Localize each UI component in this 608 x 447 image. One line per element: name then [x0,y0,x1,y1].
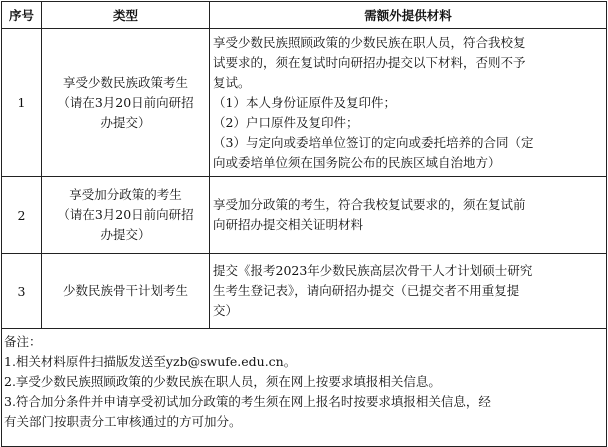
header-type: 类型 [42,2,210,29]
type-line: 享受少数民族政策考生 [62,74,188,90]
material-line: 向或委培单位须在国务院公布的民族区域自治地方） [213,154,501,170]
type-line: （请在3月20日前向研招 [57,94,194,110]
row-materials [210,29,607,177]
table-row [2,254,607,329]
material-line: （3）与定向或委培单位签订的定向或委托培养的合同（定 [213,134,534,150]
table-header-row [2,2,607,29]
material-line: 享受加分政策的考生，符合我校复试要求的，须在复试前 [213,197,526,212]
row-type [42,177,210,254]
type-line: 少数民族骨干计划考生 [62,283,188,298]
type-line: （请在3月20日前向研招 [57,207,194,222]
table-row [2,29,607,177]
row-type [42,254,210,329]
material-line: 交） [213,303,239,318]
note-item: 1.相关材料原件扫描版发送至yzb@swufe.edu.cn。 [4,354,297,369]
row-number: 1 [2,29,42,177]
type-line: 享受加分政策的考生 [69,187,182,202]
material-line: 向研招办提交相关证明材料 [213,217,364,232]
note-item: 有关部门按职责分工审核通过的方可加分。 [4,414,242,429]
row-type [42,29,210,177]
notes-cell [2,329,607,447]
materials-table [1,1,607,447]
material-line: （2）户口原件及复印件； [213,114,359,130]
material-line: （1）本人身份证原件及复印件； [213,94,396,110]
material-line: 提交《报考2023年少数民族高层次骨干人才计划硕士研究 [213,263,533,278]
material-line: 享受少数民族照顾政策的少数民族在职人员，符合我校复 [213,34,526,50]
row-number: 3 [2,254,42,329]
notes-row [2,329,607,447]
note-item: 2.享受少数民族照顾政策的少数民族在职人员，须在网上按要求填报相关信息。 [4,374,441,389]
material-line: 复试。 [213,74,251,90]
material-line: 生考生登记表》，请向研招办提交（已提交者不用重复提 [213,283,520,298]
header-no: 序号 [2,2,42,29]
material-line: 试要求的，须在复试时向研招办提交以下材料，否则不予 [213,54,526,70]
table-row [2,177,607,254]
row-number: 2 [2,177,42,254]
notes-title: 备注： [4,334,42,349]
note-item: 3.符合加分条件并申请享受初试加分政策的考生须在网上报名时按要求填报相关信息，经 [4,394,491,409]
type-line: 办提交） [100,114,151,130]
type-line: 办提交） [100,227,151,242]
row-materials [210,254,607,329]
row-materials [210,177,607,254]
header-materials: 需额外提供材料 [210,2,607,29]
